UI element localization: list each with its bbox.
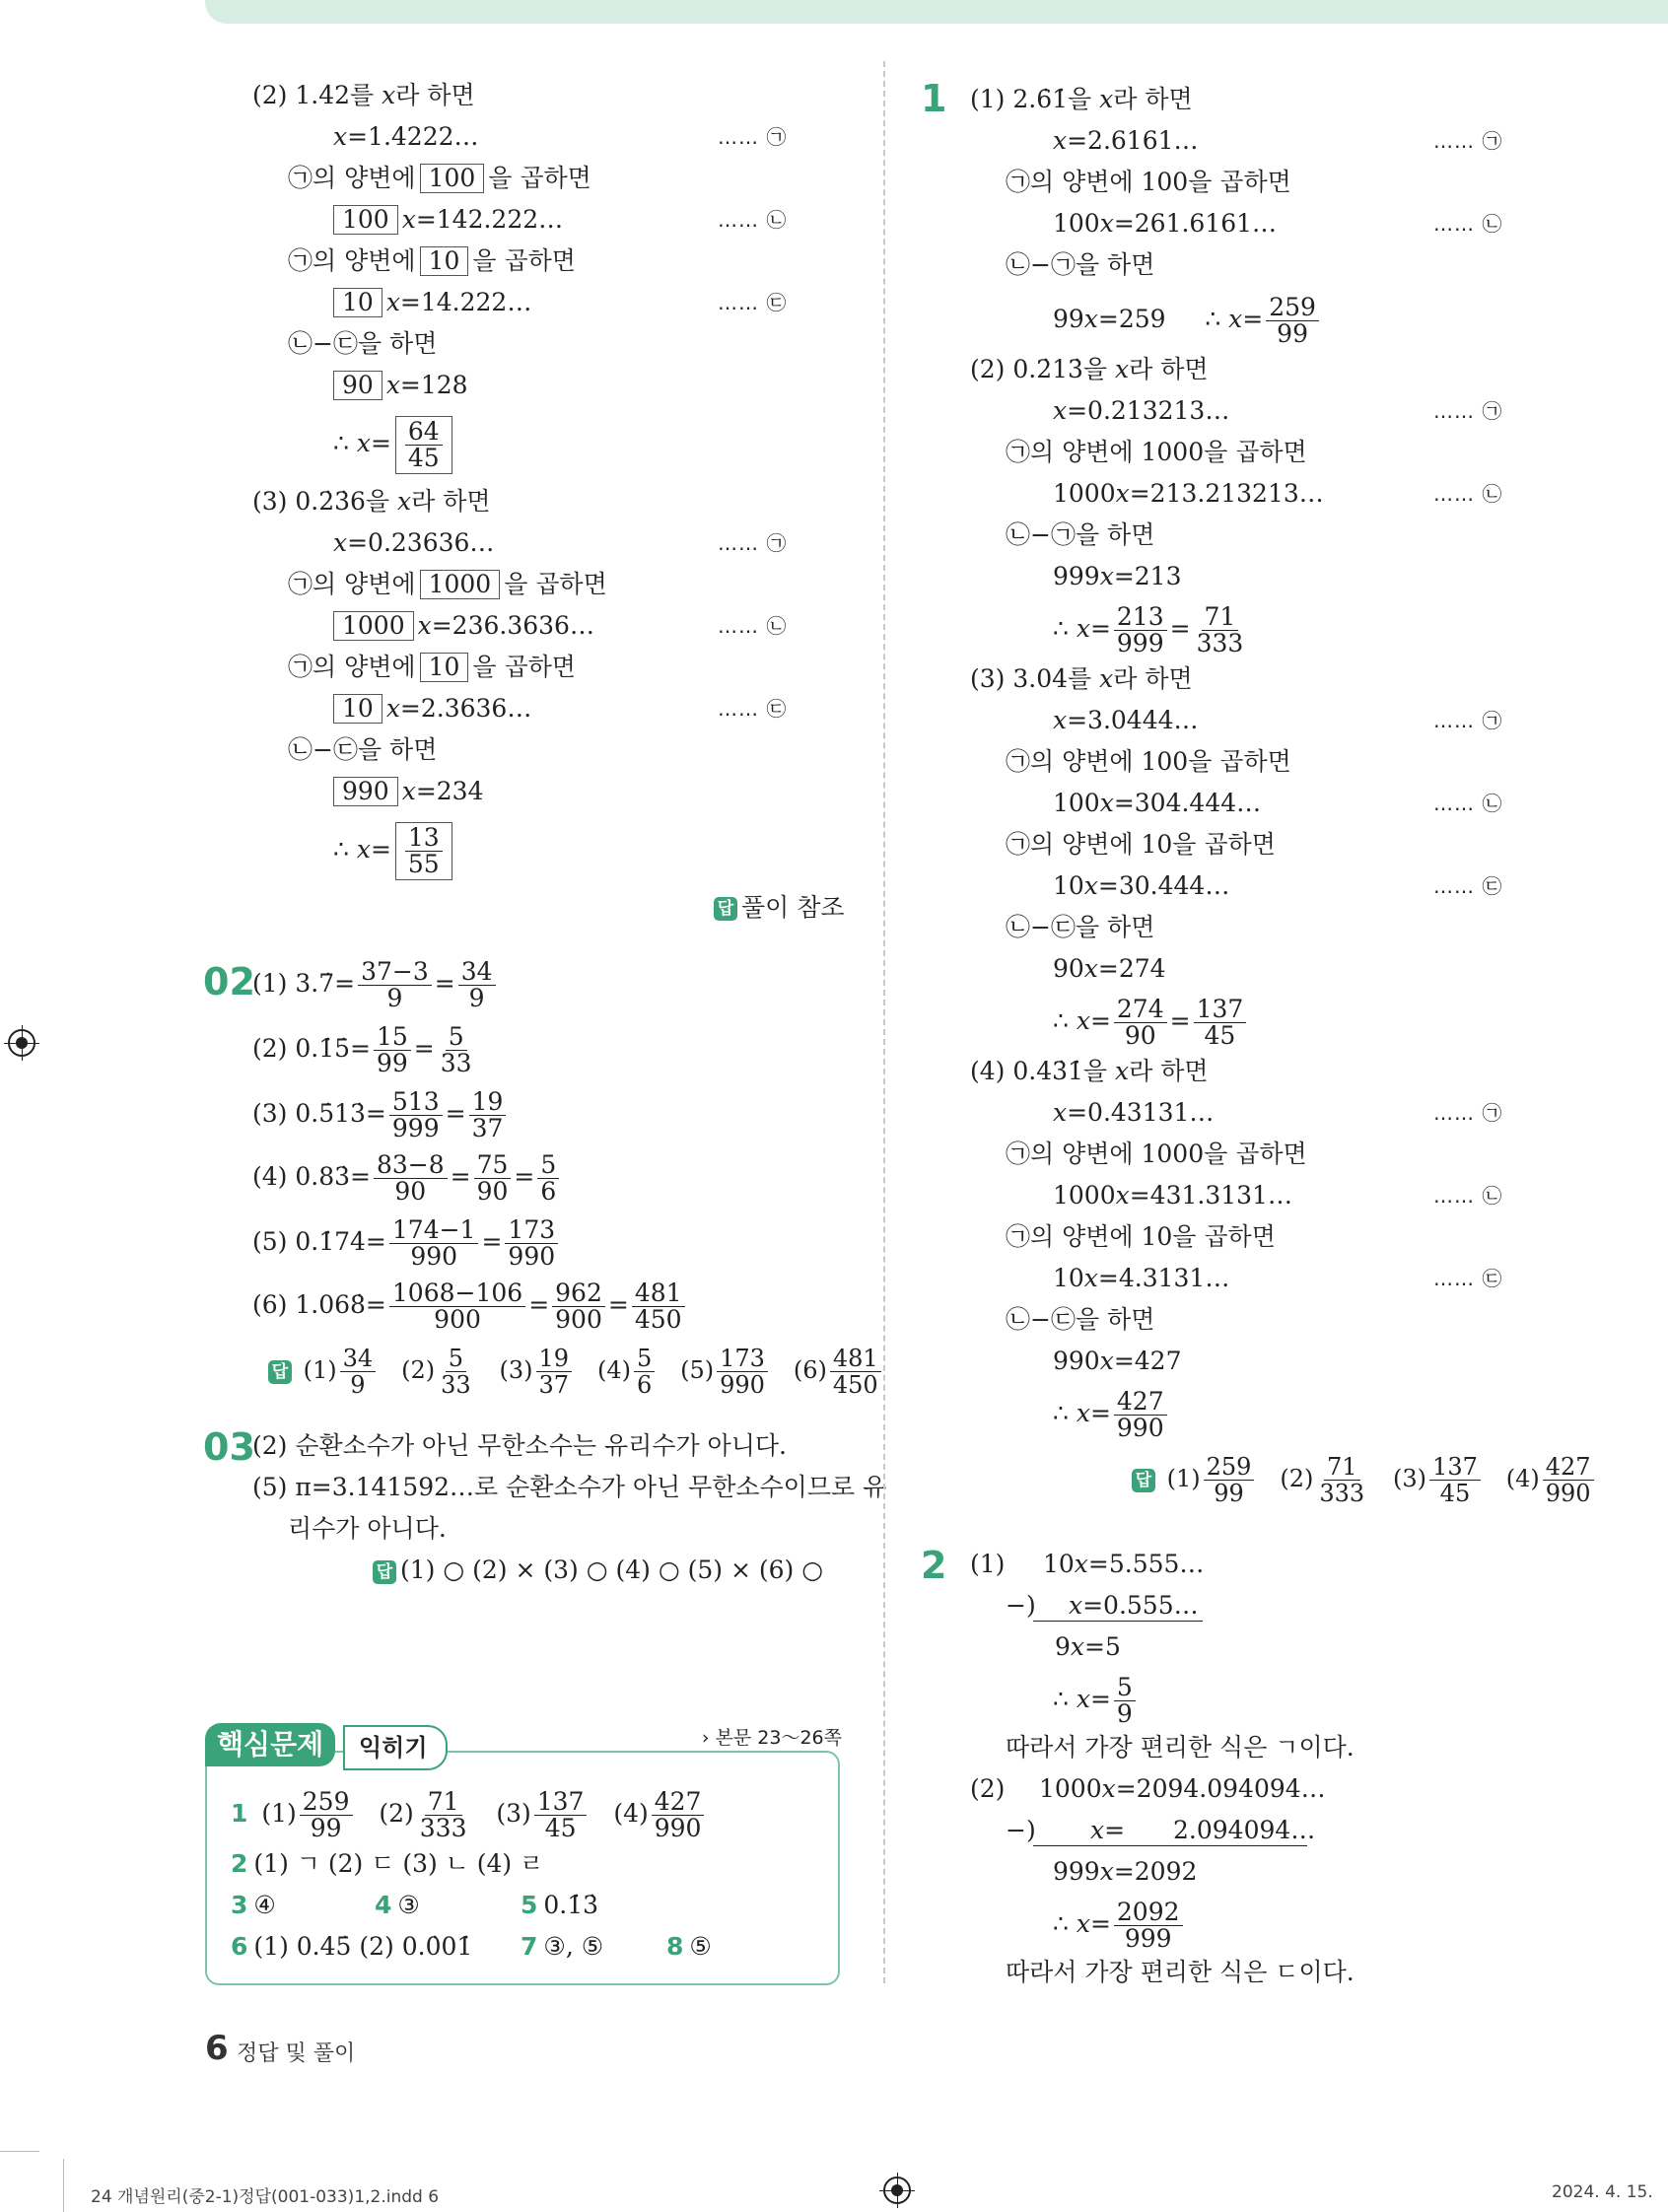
question-number-2: 2 [921, 1544, 947, 1587]
p2-step3: ㉡−㉢을 하면 [288, 329, 438, 358]
question-number-02: 02 [203, 960, 255, 1003]
top-header-band [205, 0, 1668, 24]
q2-p2-eq1: 1000𝑥=2094.094094… [1039, 1774, 1326, 1803]
review-row2: 2 (1) ㄱ (2) ㄷ (3) ㄴ (4) ㄹ [231, 1849, 544, 1878]
p2-marker2: …… ㉡ [718, 208, 788, 232]
q1-p1-step2: ㉡−㉠을 하면 [1006, 250, 1155, 279]
q1-p4-heading: (4) 0.43̇1̇을 𝑥라 하면 [970, 1057, 1209, 1085]
q02-row2: (2) 0.1̇5̇= $\frac{15}{99}$ = $\frac{5}{33}$ [252, 1022, 472, 1077]
q02-row4: (4) 0.83̇= $\frac{83-8}{90}$ = $\frac{75}{90}$ = $\frac{5}{6}$ [252, 1149, 562, 1205]
p2-marker3: …… ㉢ [718, 291, 788, 314]
q1-p3-marker2: …… ㉡ [1433, 792, 1503, 815]
q1-p1-eq1: 𝑥=2.6161… [1053, 126, 1199, 155]
p2-eq1: 𝑥=1.4222… [333, 122, 479, 151]
print-date: 2024. 4. 15. [1552, 2182, 1653, 2202]
q1-p1-marker2: …… ㉡ [1433, 212, 1503, 236]
q1-p4-eq1: 𝑥=0.43131… [1053, 1098, 1215, 1127]
q1-p4-marker2: …… ㉡ [1433, 1184, 1503, 1208]
answer-box: 10 [420, 653, 469, 682]
p3-heading: (3) 0.2̇3̇6을 𝑥라 하면 [252, 487, 491, 516]
q1-p3-eq2: 100𝑥=304.444… [1053, 789, 1262, 817]
q1-p4-result: ∴ 𝑥= $\frac{427}{990}$ [1053, 1386, 1170, 1441]
answer-box: 100 [420, 164, 485, 193]
q03-answers: 답 (1) ○ (2) × (3) ○ (4) ○ (5) × (6) ○ [373, 1555, 823, 1585]
q2-p1-minus: −) [1006, 1591, 1036, 1620]
q1-p2-result: ∴ 𝑥= $\frac{213}{999}$ = $\frac{71}{333}$ [1053, 602, 1244, 657]
q1-p3-marker1: …… ㉠ [1433, 709, 1503, 732]
answer-box: $\frac{64}{45}$ [395, 416, 452, 474]
q1-p3-eq3: 10𝑥=30.444… [1053, 871, 1230, 900]
review-row3-b: 4 ③ [375, 1891, 420, 1919]
q02-row5: (5) 0.1̇74̇= $\frac{174-1}{990}$ = $\frac{173}{990}$ [252, 1214, 561, 1270]
q02-row3: (3) 0.5̇13̇= $\frac{513}{999}$ = $\frac{19}{37}$ [252, 1086, 509, 1141]
review-box [205, 1723, 842, 1985]
q1-p3-eq1: 𝑥=3.0444… [1053, 706, 1199, 734]
q2-p2-eq3: 999𝑥=2092 [1053, 1857, 1198, 1886]
q1-p4-step2: ㉠의 양변에 10을 곱하면 [1006, 1222, 1276, 1251]
p3-marker2: …… ㉡ [718, 614, 788, 638]
print-file-info: 24 개념원리(중2-1)정답(001-033)1,2.indd 6 [91, 2187, 440, 2207]
q2-p1-conclusion: 따라서 가장 편리한 식은 ㄱ이다. [1006, 1733, 1355, 1762]
q2-p2-label: (2) [970, 1774, 1006, 1803]
q1-p3-eq4: 90𝑥=274 [1053, 954, 1166, 983]
q1-p2-eq2: 1000𝑥=213.213213… [1053, 479, 1324, 508]
answer-badge-icon: 답 [1132, 1469, 1155, 1492]
p3-eq3: 10 𝑥=2.3636… [333, 694, 531, 724]
p3-step2: ㉠의 양변에 10 을 곱하면 [288, 653, 576, 681]
q03-line1: (2) 순환소수가 아닌 무한소수는 유리수가 아니다. [252, 1431, 787, 1460]
q1-p3-step2: ㉠의 양변에 10을 곱하면 [1006, 830, 1276, 859]
p3-marker1: …… ㉠ [718, 531, 788, 555]
crop-mark [63, 2159, 64, 2212]
review-row1: 1 (1) $\frac{259}{99}$ (2) $\frac{71}{333}$ (3) $\frac{137}{45}$ (4) $\frac{427}{990}$ [231, 1786, 707, 1841]
p2-marker1: …… ㉠ [718, 125, 788, 149]
q1-p3-step3: ㉡−㉢을 하면 [1006, 913, 1155, 941]
registration-mark-icon [8, 1029, 35, 1057]
q1-answers: 답 (1) $\frac{259}{99}$ (2) $\frac{71}{333}$ (3) $\frac{137}{45}$ (4) $\frac{427}{990}$ [1132, 1451, 1597, 1506]
q1-p4-eq2: 1000𝑥=431.3131… [1053, 1181, 1292, 1210]
answer-box: 1000 [333, 611, 414, 641]
q2-p1-eq3: 9𝑥=5 [1055, 1632, 1121, 1661]
p2-step1: ㉠의 양변에 100 을 곱하면 [288, 164, 591, 192]
p3-eq1: 𝑥=0.23636… [333, 528, 495, 557]
answer-box: 90 [333, 371, 382, 400]
p2-result: ∴ 𝑥= $\frac{64}{45}$ [333, 414, 456, 474]
q1-p4-step1: ㉠의 양변에 1000을 곱하면 [1006, 1140, 1307, 1168]
q1-p3-marker3: …… ㉢ [1433, 874, 1503, 898]
q1-p2-heading: (2) 0.2̇13̇을 𝑥라 하면 [970, 355, 1209, 383]
answer-badge-icon: 답 [268, 1360, 292, 1384]
q1-p4-eq3: 10𝑥=4.3131… [1053, 1264, 1230, 1292]
answer-reference: 답 풀이 참조 [714, 893, 845, 923]
q2-p1-eq2: 𝑥=0.555… [1069, 1591, 1199, 1620]
p2-eq4: 90 𝑥=128 [333, 371, 468, 400]
question-number-1: 1 [921, 77, 947, 120]
q2-p2-eq2b: 2.094094… [1173, 1816, 1316, 1844]
registration-mark-icon [883, 2177, 911, 2204]
q03-line2: (5) π=3.141592…로 순환소수가 아닌 무한소수이므로 유 [252, 1473, 887, 1501]
review-row3-a: 3 ④ [231, 1891, 276, 1919]
p2-eq2: 100 𝑥=142.222… [333, 205, 563, 235]
q02-row1: (1) 3.7̇= $\frac{37-3}{9}$ = $\frac{34}{9}$ [252, 956, 499, 1011]
p3-eq4: 990 𝑥=234 [333, 777, 483, 806]
review-subtitle: 익히기 [343, 1725, 448, 1770]
q2-p2-minus: −) [1006, 1816, 1036, 1844]
q03-line3: 리수가 아니다. [288, 1514, 447, 1543]
q1-p2-eq1: 𝑥=0.213213… [1053, 396, 1230, 425]
subtraction-line [1033, 1845, 1307, 1846]
review-page-reference: › 본문 23～26쪽 [701, 1727, 842, 1749]
answer-box: 1000 [420, 570, 501, 599]
q1-p2-step2: ㉡−㉠을 하면 [1006, 520, 1155, 549]
column-divider [883, 61, 885, 1983]
answer-box: 100 [333, 205, 398, 235]
crop-mark [0, 2151, 39, 2152]
q1-p3-step1: ㉠의 양변에 100을 곱하면 [1006, 747, 1291, 776]
q2-p2-result: ∴ 𝑥= $\frac{2092}{999}$ [1053, 1897, 1186, 1952]
q1-p1-heading: (1) 2.6̇1̇을 𝑥라 하면 [970, 85, 1193, 113]
review-row3-c: 5 0.1̇3̇ [521, 1891, 599, 1919]
review-title: 핵심문제 [205, 1723, 335, 1766]
p3-eq2: 1000 𝑥=236.3636… [333, 611, 594, 641]
q1-p4-marker3: …… ㉢ [1433, 1267, 1503, 1290]
question-number-03: 03 [203, 1425, 255, 1469]
q1-p2-marker1: …… ㉠ [1433, 399, 1503, 423]
q1-p1-marker1: …… ㉠ [1433, 129, 1503, 153]
answer-box: $\frac{13}{55}$ [395, 822, 452, 880]
q1-p3-result: ∴ 𝑥= $\frac{274}{90}$ = $\frac{137}{45}$ [1053, 994, 1249, 1049]
answer-box: 990 [333, 777, 398, 806]
q2-p1-label: (1) [970, 1550, 1006, 1578]
subtraction-line [1033, 1621, 1203, 1622]
review-row4-a: 6 (1) 0.45̇ (2) 0.0̇01̇ [231, 1932, 473, 1961]
answer-box: 10 [333, 694, 382, 724]
q1-p3-heading: (3) 3.04̇를 𝑥라 하면 [970, 664, 1193, 693]
p3-marker3: …… ㉢ [718, 697, 788, 721]
p2-heading: (2) 1.4̇2를 𝑥라 하면 [252, 81, 475, 109]
answer-box: 10 [420, 246, 469, 276]
q02-row6: (6) 1.068̇= $\frac{1068-106}{900}$ = $\frac{962}{900}$ = $\frac{481}{450}$ [252, 1278, 688, 1333]
q1-p1-eq2: 100𝑥=261.6161… [1053, 209, 1278, 238]
q2-p1-eq1: 10𝑥=5.555… [1043, 1550, 1205, 1578]
q02-answers: 답 (1) $\frac{34}{9}$ (2) $\frac{5}{33}$ (3) $\frac{19}{37}$ (4) $\frac{5}{6}$ (5) $\frac{173}{990}$ (6) $\frac{481}{450}$ [268, 1343, 884, 1398]
q1-p4-marker1: …… ㉠ [1433, 1101, 1503, 1125]
answer-box: 10 [333, 288, 382, 317]
q1-p2-eq3: 999𝑥=213 [1053, 562, 1182, 590]
q1-p4-step3: ㉡−㉢을 하면 [1006, 1305, 1155, 1334]
q1-p2-step1: ㉠의 양변에 1000을 곱하면 [1006, 438, 1307, 466]
q2-p1-result: ∴ 𝑥= $\frac{5}{9}$ [1053, 1672, 1139, 1727]
answer-badge-icon: 답 [373, 1560, 396, 1584]
p3-step3: ㉡−㉢을 하면 [288, 735, 438, 764]
q2-p2-eq2a: 𝑥= [1090, 1816, 1126, 1844]
answer-badge-icon: 답 [714, 897, 737, 921]
review-row4-b: 7 ③, ⑤ [521, 1932, 604, 1961]
review-row4-c: 8 ⑤ [666, 1932, 712, 1961]
q1-p2-marker2: …… ㉡ [1433, 482, 1503, 506]
q2-p2-conclusion: 따라서 가장 편리한 식은 ㄷ이다. [1006, 1958, 1355, 1986]
p2-step2: ㉠의 양변에 10 을 곱하면 [288, 246, 576, 275]
q1-p1-step1: ㉠의 양변에 100을 곱하면 [1006, 168, 1291, 196]
q1-p1-result: 99𝑥=259 ∴ 𝑥= $\frac{259}{99}$ [1053, 292, 1322, 347]
page-number: 6 [205, 2029, 229, 2068]
p3-step1: ㉠의 양변에 1000 을 곱하면 [288, 570, 607, 598]
page-section-label: 정답 및 풀이 [237, 2041, 356, 2066]
p3-result: ∴ 𝑥= $\frac{13}{55}$ [333, 820, 456, 880]
q1-p4-eq4: 990𝑥=427 [1053, 1347, 1182, 1375]
p2-eq3: 10 𝑥=14.222… [333, 288, 531, 317]
